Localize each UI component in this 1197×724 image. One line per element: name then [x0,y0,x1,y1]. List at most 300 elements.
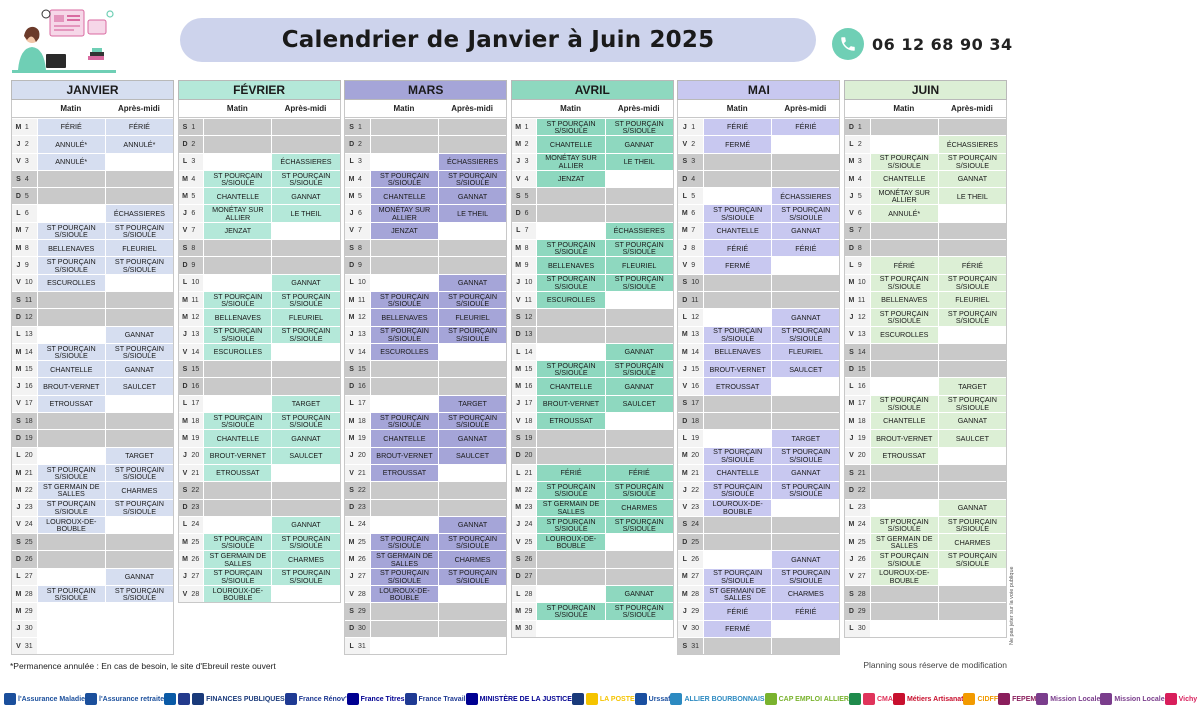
day-row [12,412,173,429]
morning-slot [703,413,771,429]
weekday-letter: M [179,430,192,446]
weekday-letter: J [179,205,192,221]
weekday-letter: D [515,452,521,460]
weekday-letter: J [845,309,858,325]
day-row [678,412,839,429]
day-row [179,568,340,585]
afternoon-slot [938,482,1006,498]
afternoon-slot [605,171,673,187]
logo-ministere-justice [466,693,572,705]
morning-slot: FÉRIÉ [703,119,771,135]
day-number: 15 [857,365,866,373]
day-row [845,222,1006,239]
day-row [179,135,340,152]
weekday-letter: L [845,378,858,394]
logo-l-assurance-maladie [4,693,85,705]
weekday-letter: J [12,257,25,273]
morning-slot: ST POURÇAIN S/SIOULE [370,569,438,585]
weekday-letter: J [12,136,25,152]
day-number: 9 [358,262,362,270]
day-number: 25 [858,534,870,550]
day-row [678,481,839,498]
day-row [345,308,506,325]
day-number: 18 [691,417,700,425]
morning-slot: JENZAT [203,223,271,239]
afternoon-slot: GANNAT [105,327,173,343]
day-number: 7 [191,223,203,239]
morning-slot: CHANTELLE [870,413,938,429]
day-row [678,291,839,308]
logo-caf [164,693,178,705]
month-avril [511,80,674,638]
weekday-letter: D [682,296,688,304]
weekday-letter: M [345,292,358,308]
day-number: 11 [858,292,870,308]
weekday-letter: J [678,482,691,498]
afternoon-slot: GANNAT [271,188,339,204]
l-assurance-maladie-icon [4,693,16,705]
afternoon-slot: FÉRIÉ [938,257,1006,273]
weekday-letter: M [845,517,858,533]
day-row [678,135,839,152]
morning-slot [37,413,105,429]
day-row [12,204,173,221]
morning-slot [703,292,771,308]
afternoon-slot: CHARMES [438,551,506,567]
afternoon-slot: ST POURÇAIN S/SIOULE [938,275,1006,291]
day-number: 15 [525,361,537,377]
column-header-spacer [345,100,370,117]
afternoon-slot: LE THEIL [938,188,1006,204]
logo-label: LA POSTE [599,695,635,703]
day-number: 25 [191,534,203,550]
weekday-letter: L [179,154,192,170]
weekday-letter: V [345,344,358,360]
afternoon-slot: ST POURÇAIN S/SIOULE [271,327,339,343]
day-row [12,395,173,412]
day-number: 28 [191,586,203,602]
day-row [845,187,1006,204]
afternoon-slot [938,603,1006,619]
morning-slot [37,551,105,567]
morning-slot [870,344,938,360]
afternoon-slot [771,171,839,187]
weekday-letter: M [845,154,858,170]
weekday-letter: D [15,313,21,321]
morning-slot [37,327,105,343]
weekday-letter: S [682,642,688,650]
column-header-morning: Matin [893,104,915,113]
day-row [12,222,173,239]
morning-slot: ST GERMAIN DE SALLES [203,551,271,567]
day-row [345,135,506,152]
column-headers [844,100,1007,117]
morning-slot: LOUROUX-DE-BOUBLE [870,569,938,585]
day-number: 22 [358,486,366,494]
phone-number: 06 12 68 90 34 [872,34,1013,54]
day-row [512,204,673,221]
day-number: 18 [358,413,370,429]
day-number: 29 [25,603,37,619]
afternoon-slot: GANNAT [938,171,1006,187]
morning-slot: FÉRIÉ [703,603,771,619]
afternoon-slot: ÉCHASSIERES [271,154,339,170]
calendar-months [11,80,1007,656]
afternoon-slot [438,257,506,273]
afternoon-slot [605,292,673,308]
weekday-letter: M [345,551,358,567]
weekday-letter: J [179,569,192,585]
morning-slot [870,621,938,637]
morning-slot: ST POURÇAIN S/SIOULE [203,292,271,308]
day-row [345,343,506,360]
morning-slot [870,500,938,516]
day-number: 8 [857,244,862,252]
weekday-letter: J [678,603,691,619]
morning-slot [37,205,105,221]
day-number: 1 [358,123,362,131]
day-number: 6 [358,205,370,221]
day-row [179,516,340,533]
afternoon-slot [105,309,173,325]
weekday-letter: M [512,240,525,256]
weekday-letter: J [512,154,525,170]
morning-slot: CHANTELLE [536,378,604,394]
logo-label: France Titres [360,695,405,703]
day-number: 10 [358,275,370,291]
weekday-letter: S [182,365,188,373]
day-row [345,118,506,135]
morning-slot: ST GERMAIN DE SALLES [37,482,105,498]
afternoon-slot [105,171,173,187]
day-number: 29 [358,607,366,615]
day-row [845,326,1006,343]
day-number: 28 [857,590,866,598]
morning-slot: LOUROUX-DE-BOUBLE [370,586,438,602]
month-title: FÉVRIER [178,80,341,100]
afternoon-slot [938,569,1006,585]
afternoon-slot: FÉRIÉ [105,119,173,135]
column-headers [677,100,840,117]
day-row [845,118,1006,135]
day-row [345,620,506,637]
day-row [12,637,173,654]
morning-slot [203,378,271,394]
day-number: 19 [24,434,33,442]
day-number: 23 [691,500,703,516]
morning-slot: ST POURÇAIN S/SIOULE [370,534,438,550]
day-row [345,170,506,187]
morning-slot: ST POURÇAIN S/SIOULE [203,534,271,550]
day-row [845,568,1006,585]
weekday-letter: M [345,188,358,204]
morning-slot: ST POURÇAIN S/SIOULE [703,205,771,221]
weekday-letter: D [349,625,355,633]
day-row [678,550,839,567]
day-number: 2 [358,140,362,148]
weekday-letter: M [345,309,358,325]
day-grid [511,117,674,638]
day-number: 17 [858,396,870,412]
day-row [345,204,506,221]
day-number: 2 [858,136,870,152]
morning-slot: ST POURÇAIN S/SIOULE [703,569,771,585]
morning-slot: ST POURÇAIN S/SIOULE [536,275,604,291]
day-number: 2 [191,140,196,148]
weekday-letter: S [349,607,354,615]
weekday-letter: M [678,344,691,360]
day-number: 22 [191,486,200,494]
day-row [678,602,839,619]
disclaimer-note: Planning sous réserve de modification [863,660,1007,670]
day-row [179,222,340,239]
day-number: 4 [24,175,29,183]
day-row [12,274,173,291]
logo-cma [863,693,893,705]
afternoon-slot [105,396,173,412]
morning-slot [37,171,105,187]
day-number: 11 [691,296,699,304]
day-number: 13 [524,331,533,339]
morning-slot: CHANTELLE [703,465,771,481]
day-row [512,360,673,377]
month-title: MAI [677,80,840,100]
day-number: 5 [858,188,870,204]
morning-slot: ETROUSSAT [536,413,604,429]
day-number: 22 [25,482,37,498]
logo-urssaf [635,693,671,705]
afternoon-slot: LE THEIL [605,154,673,170]
logo-la-poste [586,693,635,705]
morning-slot: ST POURÇAIN S/SIOULE [370,413,438,429]
weekday-letter: V [345,586,358,602]
weekday-letter: D [15,434,21,442]
phone-icon [832,28,864,60]
column-header-spacer [179,100,204,117]
logo-vichy-communaute [1165,693,1197,705]
weekday-letter: L [678,551,691,567]
weekday-letter: S [349,123,354,131]
afternoon-slot [605,188,673,204]
morning-slot: ST POURÇAIN S/SIOULE [203,327,271,343]
afternoon-slot [605,551,673,567]
morning-slot: CHANTELLE [203,188,271,204]
day-row [179,499,340,516]
afternoon-slot: SAULCET [938,430,1006,446]
day-row [512,308,673,325]
day-number: 4 [525,171,537,187]
weekday-letter: D [349,262,355,270]
morning-slot: FÉRIÉ [703,240,771,256]
morning-slot [37,188,105,204]
logo-chambre-agriculture [849,693,863,705]
weekday-letter: S [682,521,688,529]
weekday-letter: S [682,158,688,166]
morning-slot [870,240,938,256]
day-row [845,499,1006,516]
weekday-letter: V [512,292,525,308]
morning-slot: BROUT-VERNET [536,396,604,412]
column-headers [511,100,674,117]
day-row [512,170,673,187]
day-row [12,308,173,325]
day-number: 24 [358,517,370,533]
logo-ministere-economie [178,693,192,705]
day-row [345,429,506,446]
morning-slot [703,534,771,550]
column-header-morning: Matin [226,104,248,113]
day-row [345,274,506,291]
day-number: 16 [691,378,703,394]
day-number: 12 [191,309,203,325]
day-row [845,585,1006,602]
weekday-letter: L [345,154,358,170]
column-header-afternoon: Après-midi [451,104,493,113]
day-row [678,377,839,394]
weekday-letter: S [16,296,21,304]
weekday-letter: L [12,448,25,464]
day-row [12,429,173,446]
morning-slot [870,482,938,498]
day-row [345,239,506,256]
afternoon-slot: SAULCET [605,396,673,412]
day-row [512,153,673,170]
logo-label: Mission Locale [1050,695,1101,703]
day-number: 20 [191,448,203,464]
logo-msa [572,693,586,705]
afternoon-slot: FLEURIEL [771,344,839,360]
day-row [345,568,506,585]
afternoon-slot: SAULCET [438,448,506,464]
afternoon-slot: ST POURÇAIN S/SIOULE [605,275,673,291]
day-number: 27 [25,569,37,585]
morning-slot: FÉRIÉ [536,465,604,481]
afternoon-slot [105,517,173,533]
morning-slot: ST POURÇAIN S/SIOULE [37,465,105,481]
day-number: 25 [691,538,700,546]
weekday-letter: J [179,327,192,343]
morning-slot: ST POURÇAIN S/SIOULE [37,344,105,360]
weekday-letter: M [12,344,25,360]
day-row [512,533,673,550]
day-number: 21 [191,465,203,481]
weekday-letter: L [512,344,525,360]
day-number: 5 [524,192,529,200]
weekday-letter: J [678,240,691,256]
day-number: 13 [191,327,203,343]
day-row [678,204,839,221]
day-row [512,377,673,394]
day-number: 15 [191,365,200,373]
afternoon-slot: ST POURÇAIN S/SIOULE [105,257,173,273]
day-row [345,412,506,429]
day-number: 4 [858,171,870,187]
morning-slot: ST POURÇAIN S/SIOULE [536,603,604,619]
day-row [12,135,173,152]
morning-slot [870,586,938,602]
morning-slot: FERMÉ [703,621,771,637]
day-number: 24 [191,517,203,533]
weekday-letter: V [845,569,858,585]
morning-slot [370,396,438,412]
day-number: 4 [691,175,696,183]
day-row [678,326,839,343]
logo-france-travail [405,693,466,705]
day-number: 27 [358,569,370,585]
weekday-letter: M [179,188,192,204]
day-number: 2 [691,136,703,152]
weekday-letter: M [845,171,858,187]
day-row [845,550,1006,567]
day-number: 20 [524,452,533,460]
afternoon-slot [271,344,339,360]
weekday-letter: L [678,309,691,325]
morning-slot: FÉRIÉ [870,257,938,273]
afternoon-slot [938,119,1006,135]
day-number: 4 [358,171,370,187]
morning-slot: ANNULÉ* [37,136,105,152]
day-number: 31 [25,638,37,654]
day-number: 25 [24,538,33,546]
day-row [845,464,1006,481]
weekday-letter: S [349,244,354,252]
logo-label: FINANCES PUBLIQUES [206,695,285,703]
day-row [179,377,340,394]
day-row [179,204,340,221]
column-header-spacer [12,100,37,117]
afternoon-slot: CHARMES [771,586,839,602]
morning-slot: ST POURÇAIN S/SIOULE [370,171,438,187]
weekday-letter: M [12,603,25,619]
afternoon-slot: TARGET [271,396,339,412]
day-row [512,464,673,481]
column-header-spacer [845,100,870,117]
day-row [512,239,673,256]
morning-slot [536,586,604,602]
weekday-letter: V [512,534,525,550]
month-title: AVRIL [511,80,674,100]
morning-slot [37,603,105,619]
day-number: 10 [691,279,700,287]
weekday-letter: J [12,500,25,516]
weekday-letter: L [345,638,358,654]
afternoon-slot [105,621,173,637]
day-number: 14 [25,344,37,360]
morning-slot: ST POURÇAIN S/SIOULE [703,327,771,343]
day-number: 9 [691,257,703,273]
day-grid [344,117,507,655]
day-row [512,447,673,464]
weekday-letter: J [512,517,525,533]
morning-slot [703,188,771,204]
day-number: 6 [691,205,703,221]
afternoon-slot [438,119,506,135]
afternoon-slot [938,205,1006,221]
weekday-letter: M [179,413,192,429]
afternoon-slot: GANNAT [438,430,506,446]
day-number: 13 [25,327,37,343]
morning-slot [703,638,771,654]
afternoon-slot [438,482,506,498]
day-number: 20 [25,448,37,464]
weekday-letter: J [179,448,192,464]
day-row [845,343,1006,360]
day-row [179,153,340,170]
afternoon-slot [271,465,339,481]
afternoon-slot [438,621,506,637]
afternoon-slot [105,534,173,550]
morning-slot [536,188,604,204]
